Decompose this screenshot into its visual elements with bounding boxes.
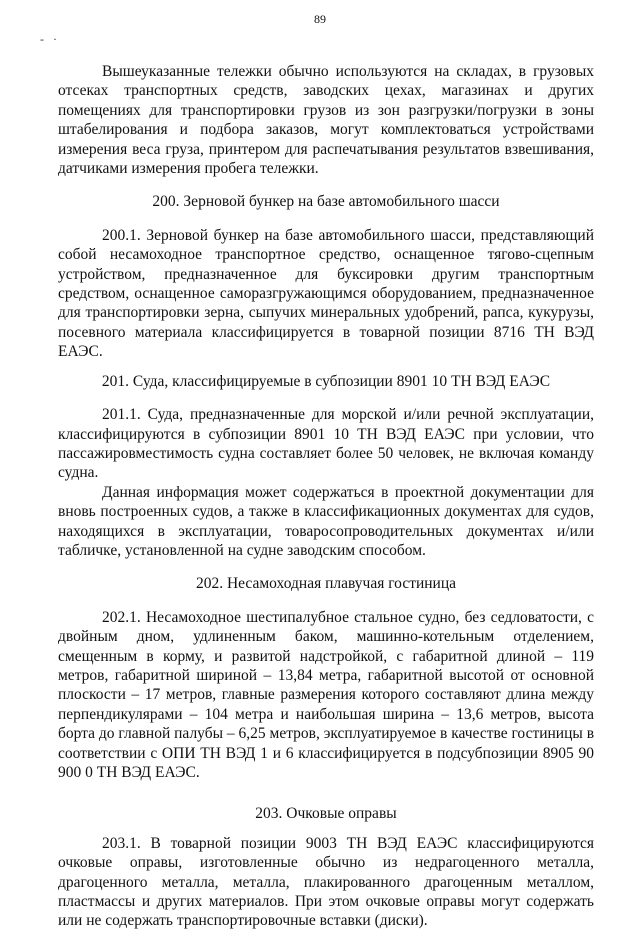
paragraph-201-2: Данная информация может содержаться в проектной документации для вновь построенных судов, а также в классификационных документах для судов, находящихся в эксплуатации, товаросопроводительных документах и/или табличке, установленной на судне заводским способом. <box>58 483 594 559</box>
section-heading-203: 203. Очковые оправы <box>255 805 397 823</box>
page-number: 89 <box>314 12 326 26</box>
intro-paragraph: Вышеуказанные тележки обычно используются на складах, в грузовых отсеках транспортных средств, заводских цехах, магазинах и других помещениях для транспортировки грузов из зон разгрузки/погрузки в зоны штабелирования и подбора заказов, могут комплектоваться устройствами измерения веса груза, принтером для распечатывания результатов взвешивания, датчиками измерения пробега тележки. <box>58 63 594 178</box>
paragraph-202-1: 202.1. Несамоходное шестипалубное стальное судно, без седловатости, с двойным дном, удлиненным баком, машинно-котельным отделением, смещенным в корму, и развитой надстройкой, с габаритной длиной – 119 метров, габаритной шириной – 13,84 метра, габаритной высотой от основной плоскости – 17 метров, главные размерения которого составляют длина между перпендикулярами – 104 метра и наибольшая ширина – 13,6 метров, высота борта до главной палубы – 6,25 метров, эксплуатируемое в качестве гостиницы в соответствии с ОПИ ТН ВЭД 1 и 6 классифицируется в подсубпозиции 8905 90 900 0 ТН ВЭД ЕАЭС. <box>58 608 595 781</box>
paragraph-201-1: 201.1. Суда, предназначенные для морской и/или речной эксплуатации, классифицируются в субпозиции 8901 10 ТН ВЭД ЕАЭС при условии, что пассажировместимость судна составляет более 50 человек, не включая команду судна. <box>58 406 594 482</box>
section-heading-201: 201. Суда, классифицируемые в субпозиции 8901 10 ТН ВЭД ЕАЭС <box>101 372 551 390</box>
scan-marks: - · <box>40 32 60 46</box>
paragraph-203-1: 203.1. В товарной позиции 9003 ТН ВЭД ЕАЭС классифицируются очковые оправы, изготовленные обычно из недрагоценного металла, драгоценного металла, металла, плакированного драгоценным металлом, пластмассы и других материалов. При этом очковые оправы могут содержать или не содержать транспортировочные вставки (диски). <box>58 834 594 930</box>
section-heading-202: 202. Несамоходная плавучая гостиница <box>195 575 457 593</box>
paragraph-200-1: 200.1. Зерновой бункер на базе автомобильного шасси, представляющий собой несамоходное транспортное средство, оснащенное тягово-сцепным устройством, предназначенное для буксировки другим транспортным средством, оснащенное саморазгружающимся оборудованием, предназначенное для транспортировки зерна, сыпучих минеральных удобрений, рапса, кукурузы, посевного материала классифицируется в товарной позиции 8716 ТН ВЭД ЕАЭС. <box>58 226 594 361</box>
document-body <box>58 62 594 931</box>
section-heading-200: 200. Зерновой бункер на базе автомобильного шасси <box>152 193 500 211</box>
